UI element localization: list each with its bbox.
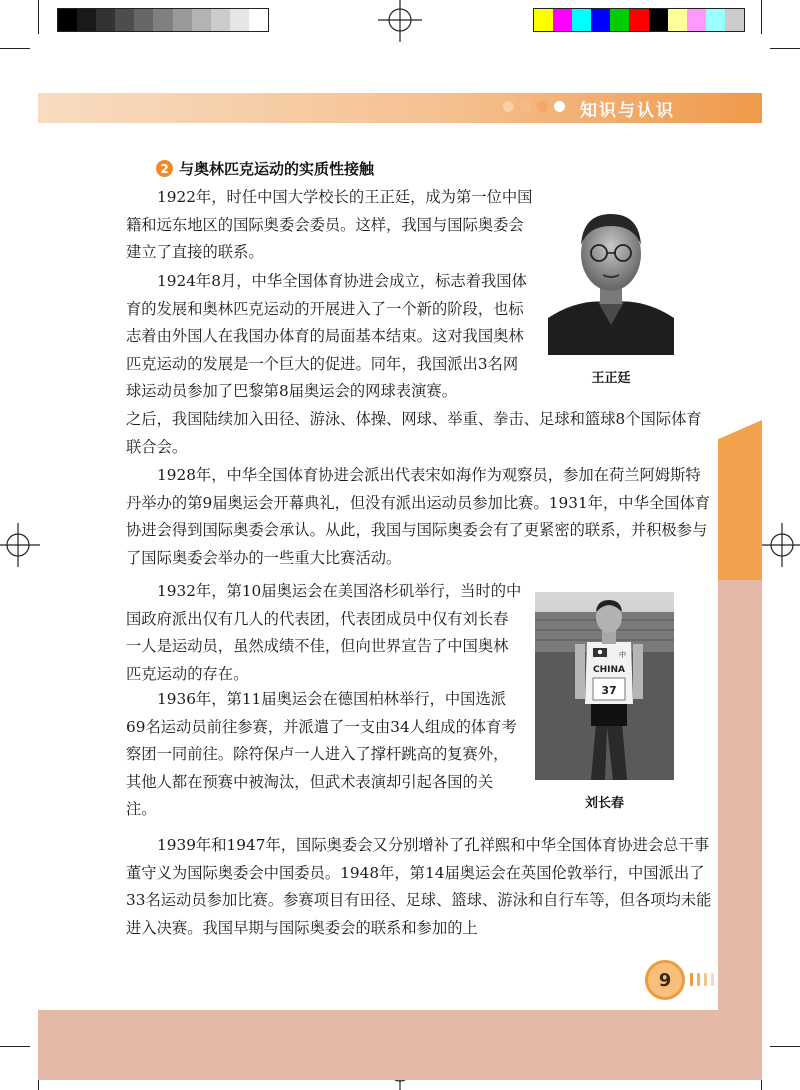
- crop-mark: [0, 48, 30, 49]
- jersey-emblem: 中: [619, 651, 626, 659]
- page-number-ticks: [690, 973, 714, 986]
- section-heading: [156, 158, 374, 179]
- crop-mark: [770, 1046, 800, 1047]
- right-accent-panel: [718, 580, 762, 1010]
- photo-caption-liu-changchun: 刘长春: [584, 796, 624, 811]
- header-dots: [503, 101, 565, 112]
- section-title: 与奥林匹克运动的实质性接触: [179, 160, 375, 178]
- grayscale-calibration-bar: [57, 8, 269, 32]
- crop-mark: [770, 48, 800, 49]
- registration-crosshair-left: [0, 523, 40, 567]
- paragraph-6: 1939年和1947年，国际奥委会又分别增补了孔祥熙和中华全国体育协进会总干事董守义为国际奥委会中国委员。1948年，第14届奥运会在英国伦敦举行，中国派出了33名运动员参加比赛。参赛项目有田径、足球、篮球、游泳和自行车等，但各项均未能进入决赛。我国早期与国际奥委会的联系和参加的上: [126, 836, 712, 937]
- paragraph-2-continued: 之后，我国陆续加入田径、游泳、体操、网球、举重、拳击、足球和篮球8个国际体育联合会。: [126, 410, 702, 456]
- paragraph-5: 1936年，第11届奥运会在德国柏林举行，中国选派69名运动员前往参赛，并派遣了一支由34人组成的体育考察团一同前往。除符保卢一人进入了撑杆跳高的复赛外，其他人都在预赛中被淘汰，但武术表演却引起各国的关注。: [126, 690, 517, 818]
- paragraph-4: 1932年，第10届奥运会在美国洛杉矶举行，当时的中国政府派出仅有几人的代表团，代表团成员中仅有刘长春一人是运动员，虽然成绩不佳，但向世界宣告了中国奥林匹克运动的存在。: [126, 582, 522, 683]
- chapter-title: 知识与认识: [580, 101, 675, 121]
- jersey-text: CHINA: [593, 665, 625, 675]
- bottom-accent-band: [38, 1010, 762, 1080]
- race-bib: 37: [601, 684, 617, 697]
- crop-mark: [761, 0, 762, 34]
- photo-caption-wang-zhengting: 王正廷: [591, 371, 631, 386]
- section-number-badge: 2: [156, 160, 173, 177]
- athlete-photo-liu-changchun: [535, 592, 674, 780]
- registration-crosshair-top: [378, 0, 422, 42]
- paragraph-2: 1924年8月，中华全国体育协进会成立，标志着我国体育的发展和奥林匹克运动的开展进入了一个新的阶段，也标志着由外国人在我国办体育的局面基本结束。这对我国奥林匹克运动的发展是一个巨大的促进。同年，我国派出3名网球运动员参加了巴黎第8届奥运会的网球表演赛。: [126, 272, 527, 400]
- paragraph-3: 1928年，中华全国体育协进会派出代表宋如海作为观察员，参加在荷兰阿姆斯特丹举办的第9届奥运会开幕典礼，但没有派出运动员参加比赛。1931年，中华全国体育协进会得到国际奥委会承认。从此，我国与国际奥委会有了更紧密的联系，并积极参与了国际奥委会举办的一些重大比赛活动。: [126, 466, 711, 567]
- paragraph-1: 1922年，时任中国大学校长的王正廷，成为第一位中国籍和远东地区的国际奥委会委员。这样，我国与国际奥委会建立了直接的联系。: [126, 188, 533, 261]
- crop-mark: [38, 0, 39, 34]
- registration-crosshair-right: [760, 523, 800, 567]
- page-number: 9: [645, 960, 685, 1000]
- right-accent-triangle: [718, 420, 762, 580]
- color-calibration-bar: [533, 8, 745, 32]
- crop-mark: [0, 1046, 30, 1047]
- portrait-photo-wang-zhengting: [548, 190, 674, 355]
